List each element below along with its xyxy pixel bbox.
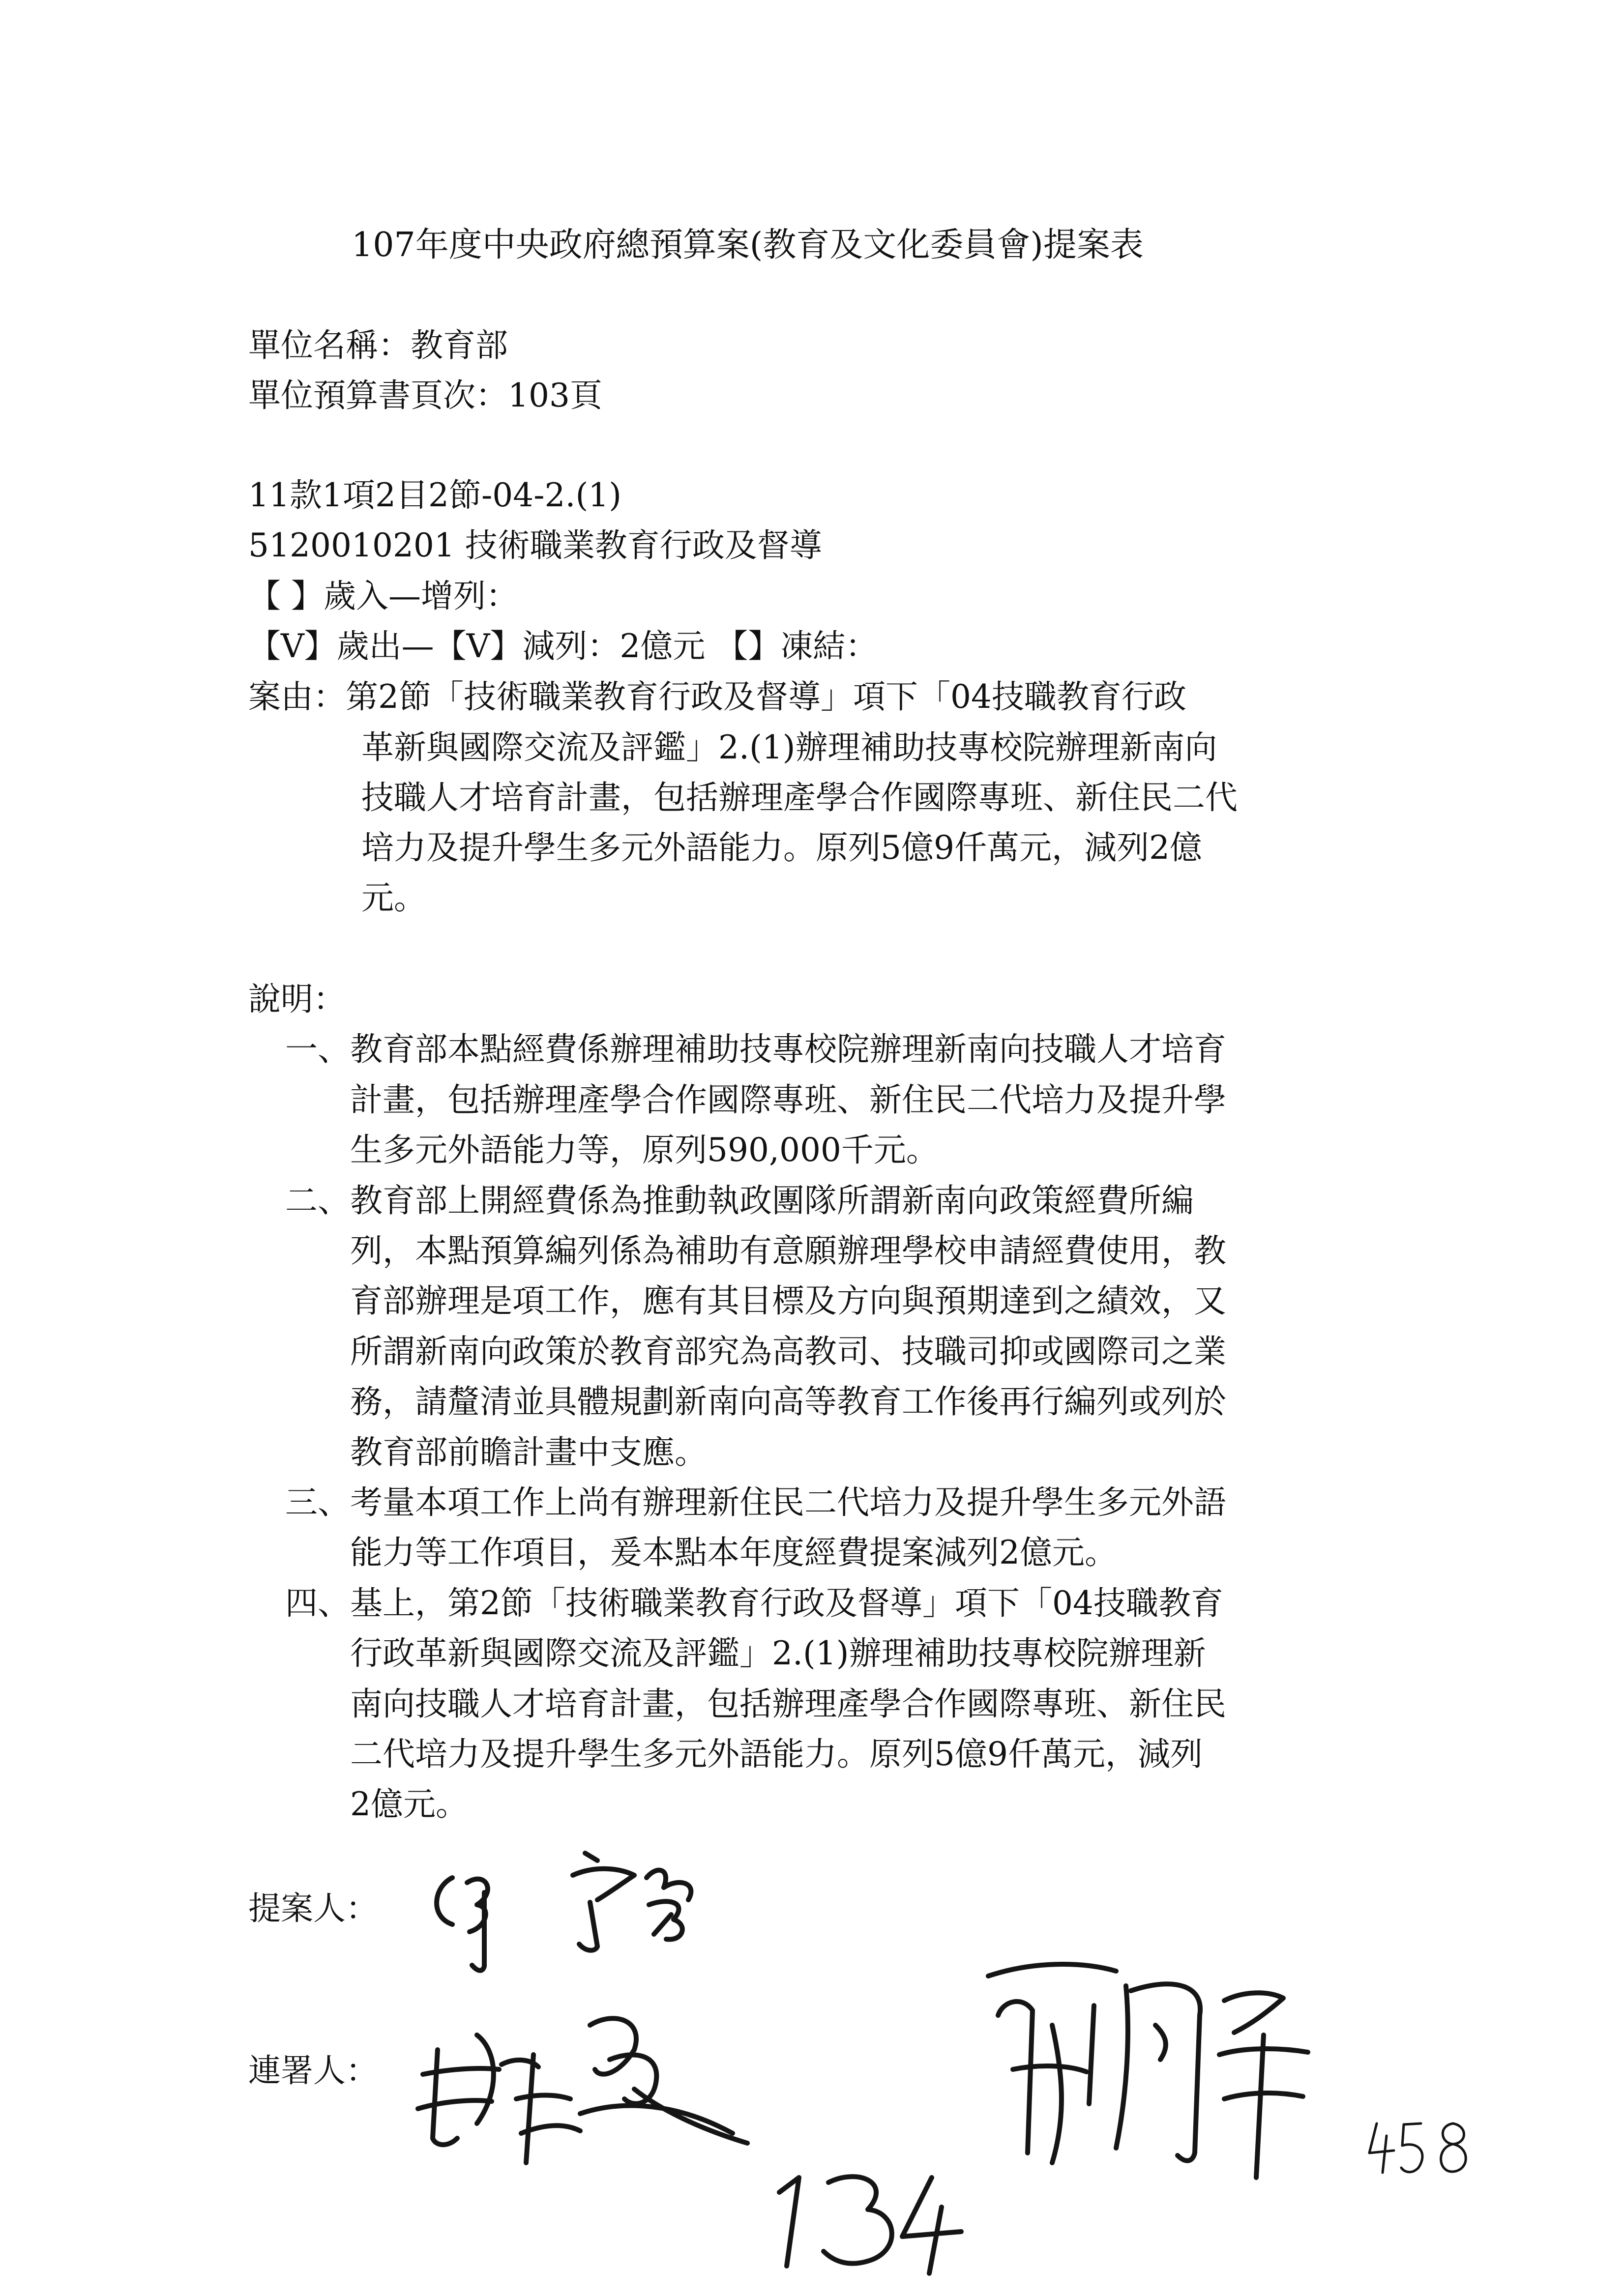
explanation-line: 育部辦理是項工作，應有其目標及方向與預期達到之績效，又 [350,1282,1226,1320]
cosigner-signature-1 [403,1976,757,2187]
corner-mark [1362,2114,1480,2182]
reason-line: 革新與國際交流及評鑑」2.(1)辦理補助技專校院辦理新南向 [361,728,1217,766]
handwritten-number [760,2163,966,2281]
explanation-line: 行政革新與國際交流及評鑑」2.(1)辦理補助技專校院辦理新 [350,1634,1206,1672]
explanation-line: 所謂新南向政策於教育部究為高教司、技職司抑或國際司之業 [350,1333,1226,1370]
unit-name: 單位名稱：教育部 [248,326,508,364]
explanation-line: 四、基上，第2節「技術職業教育行政及督導」項下「04技職教育 [285,1584,1223,1622]
explanation-line: 教育部前瞻計畫中支應。 [350,1433,707,1471]
cosigner-signature-2 [969,1942,1323,2197]
explanation-line: 三、考量本項工作上尚有辦理新住民二代培力及提升學生多元外語 [285,1483,1226,1521]
cosigner-label: 連署人： [248,2052,378,2090]
explanation-line: 能力等工作項目，爰本點本年度經費提案減列2億元。 [350,1534,1117,1571]
explanation-line: 南向技職人才培育計畫，包括辦理產學合作國際專班、新住民 [350,1685,1226,1723]
proposer-label: 提案人： [248,1889,378,1927]
proposer-signature [423,1819,738,1976]
reason-line: 元。 [361,879,426,917]
revenue-line: 【 】歲入—增列： [248,577,518,615]
item-code: 5120010201 技術職業教育行政及督導 [248,526,822,564]
reason-line: 培力及提升學生多元外語能力。原列5億9仟萬元，減列2億 [361,829,1202,867]
expense-line: 【V】歲出—【V】減列：2億元 【】凍結： [248,627,878,665]
explanation-line: 二、教育部上開經費係為推動執政團隊所謂新南向政策經費所編 [285,1182,1194,1220]
explanation-line: 2億元。 [350,1785,468,1823]
explanation-heading: 說明： [248,980,346,1018]
explanation-line: 二代培力及提升學生多元外語能力。原列5億9仟萬元，減列 [350,1735,1203,1773]
explanation-line: 列，本點預算編列係為補助有意願辦理學校申請經費使用，教 [350,1232,1226,1270]
explanation-line: 一、教育部本點經費係辦理補助技專校院辦理新南向技職人才培育 [285,1030,1226,1068]
budget-code: 11款1項2目2節-04-2.(1) [248,476,621,514]
page-title: 107年度中央政府總預算案(教育及文化委員會)提案表 [352,226,1144,264]
reason-line: 技職人才培育計畫，包括辦理產學合作國際專班、新住民二代 [361,779,1238,816]
reason-line: 案由：第2節「技術職業教育行政及督導」項下「04技職教育行政 [248,678,1186,716]
explanation-line: 務，請釐清並具體規劃新南向高等教育工作後再行編列或列於 [350,1383,1226,1421]
explanation-line: 計畫，包括辦理產學合作國際專班、新住民二代培力及提升學 [350,1081,1226,1119]
unit-budget-page: 單位預算書頁次：103頁 [248,377,602,414]
explanation-line: 生多元外語能力等，原列590,000千元。 [350,1131,939,1169]
